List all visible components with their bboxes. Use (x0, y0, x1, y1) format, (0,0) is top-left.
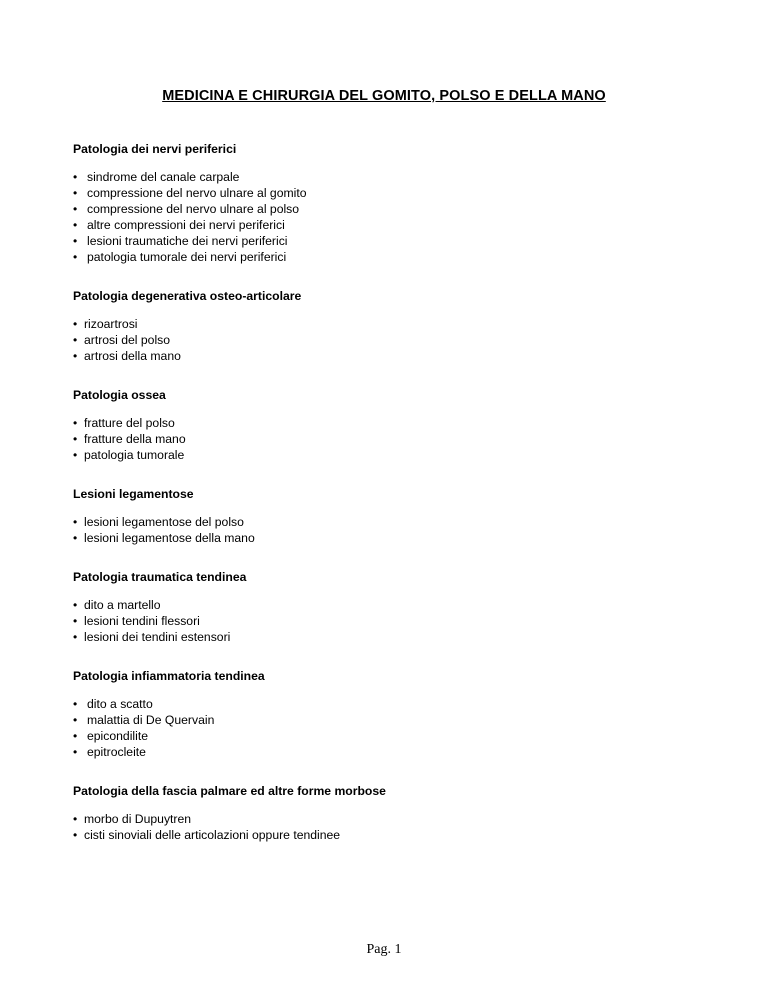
list-item-text: compressione del nervo ulnare al gomito (87, 186, 307, 200)
bullet-list (73, 597, 713, 645)
list-item-text: dito a martello (84, 598, 161, 612)
document-body (73, 140, 713, 865)
list-item-text: lesioni dei tendini estensori (84, 630, 231, 644)
list-item (73, 514, 713, 530)
list-item (73, 348, 713, 364)
list-item (73, 744, 713, 760)
bullet-list (73, 514, 713, 546)
bullet-list (73, 696, 713, 760)
section-infiammatoria-tendinea (73, 667, 713, 760)
list-item (73, 201, 713, 217)
section-fascia-palmare (73, 782, 713, 843)
section-nervi-periferici (73, 140, 713, 265)
bullet-icon: • (73, 448, 78, 462)
bullet-icon: • (73, 416, 78, 430)
bullet-icon: • (73, 614, 78, 628)
section-heading: Patologia ossea (73, 388, 166, 402)
bullet-icon: • (73, 745, 78, 759)
section-heading: Patologia infiammatoria tendinea (73, 669, 265, 683)
bullet-list (73, 169, 713, 265)
bullet-icon: • (73, 598, 78, 612)
list-item (73, 629, 713, 645)
list-item-text: cisti sinoviali delle articolazioni oppure tendinee (84, 828, 341, 842)
list-item-text: malattia di De Quervain (87, 713, 215, 727)
page-number: Pag. 1 (366, 942, 402, 957)
list-item-text: lesioni legamentose della mano (84, 531, 255, 545)
list-item (73, 217, 713, 233)
list-item (73, 696, 713, 712)
list-item (73, 169, 713, 185)
section-heading: Patologia della fascia palmare ed altre forme morbose (73, 784, 386, 798)
section-heading: Patologia traumatica tendinea (73, 570, 247, 584)
section-legamentose (73, 485, 713, 546)
list-item (73, 530, 713, 546)
list-item-text: patologia tumorale dei nervi periferici (87, 250, 287, 264)
bullet-icon: • (73, 713, 78, 727)
bullet-icon: • (73, 630, 78, 644)
bullet-icon: • (73, 729, 78, 743)
bullet-icon: • (73, 828, 78, 842)
list-item (73, 613, 713, 629)
section-heading: Lesioni legamentose (73, 487, 194, 501)
list-item-text: lesioni traumatiche dei nervi periferici (87, 234, 288, 248)
section-heading: Patologia degenerativa osteo-articolare (73, 289, 302, 303)
list-item-text: fratture della mano (84, 432, 186, 446)
list-item (73, 431, 713, 447)
list-item (73, 597, 713, 613)
list-item-text: epitrocleite (87, 745, 146, 759)
list-item-text: lesioni tendini flessori (84, 614, 200, 628)
bullet-icon: • (73, 349, 78, 363)
list-item (73, 712, 713, 728)
list-item-text: artrosi del polso (84, 333, 171, 347)
bullet-icon: • (73, 170, 78, 184)
section-traumatica-tendinea (73, 568, 713, 645)
list-item (73, 316, 713, 332)
list-item (73, 827, 713, 843)
bullet-icon: • (73, 186, 78, 200)
section-heading: Patologia dei nervi periferici (73, 142, 237, 156)
list-item-text: fratture del polso (84, 416, 175, 430)
bullet-icon: • (73, 531, 78, 545)
list-item-text: compressione del nervo ulnare al polso (87, 202, 300, 216)
bullet-icon: • (73, 250, 78, 264)
list-item-text: artrosi della mano (84, 349, 181, 363)
bullet-icon: • (73, 218, 78, 232)
list-item (73, 233, 713, 249)
bullet-icon: • (73, 432, 78, 446)
list-item (73, 415, 713, 431)
bullet-icon: • (73, 515, 78, 529)
bullet-icon: • (73, 234, 78, 248)
list-item-text: sindrome del canale carpale (87, 170, 240, 184)
list-item-text: morbo di Dupuytren (84, 812, 192, 826)
section-ossea (73, 386, 713, 463)
bullet-icon: • (73, 697, 78, 711)
list-item (73, 185, 713, 201)
bullet-list (73, 415, 713, 463)
bullet-icon: • (73, 202, 78, 216)
list-item (73, 249, 713, 265)
list-item-text: epicondilite (87, 729, 148, 743)
list-item-text: rizoartrosi (84, 317, 138, 331)
list-item-text: lesioni legamentose del polso (84, 515, 244, 529)
list-item (73, 332, 713, 348)
list-item-text: patologia tumorale (84, 448, 185, 462)
section-degenerativa (73, 287, 713, 364)
bullet-icon: • (73, 317, 78, 331)
bullet-icon: • (73, 812, 78, 826)
page-title: MEDICINA E CHIRURGIA DEL GOMITO, POLSO E DELLA MANO (162, 88, 606, 104)
bullet-icon: • (73, 333, 78, 347)
list-item (73, 728, 713, 744)
bullet-list (73, 811, 713, 843)
list-item (73, 447, 713, 463)
list-item (73, 811, 713, 827)
list-item-text: dito a scatto (87, 697, 153, 711)
bullet-list (73, 316, 713, 364)
list-item-text: altre compressioni dei nervi periferici (87, 218, 285, 232)
